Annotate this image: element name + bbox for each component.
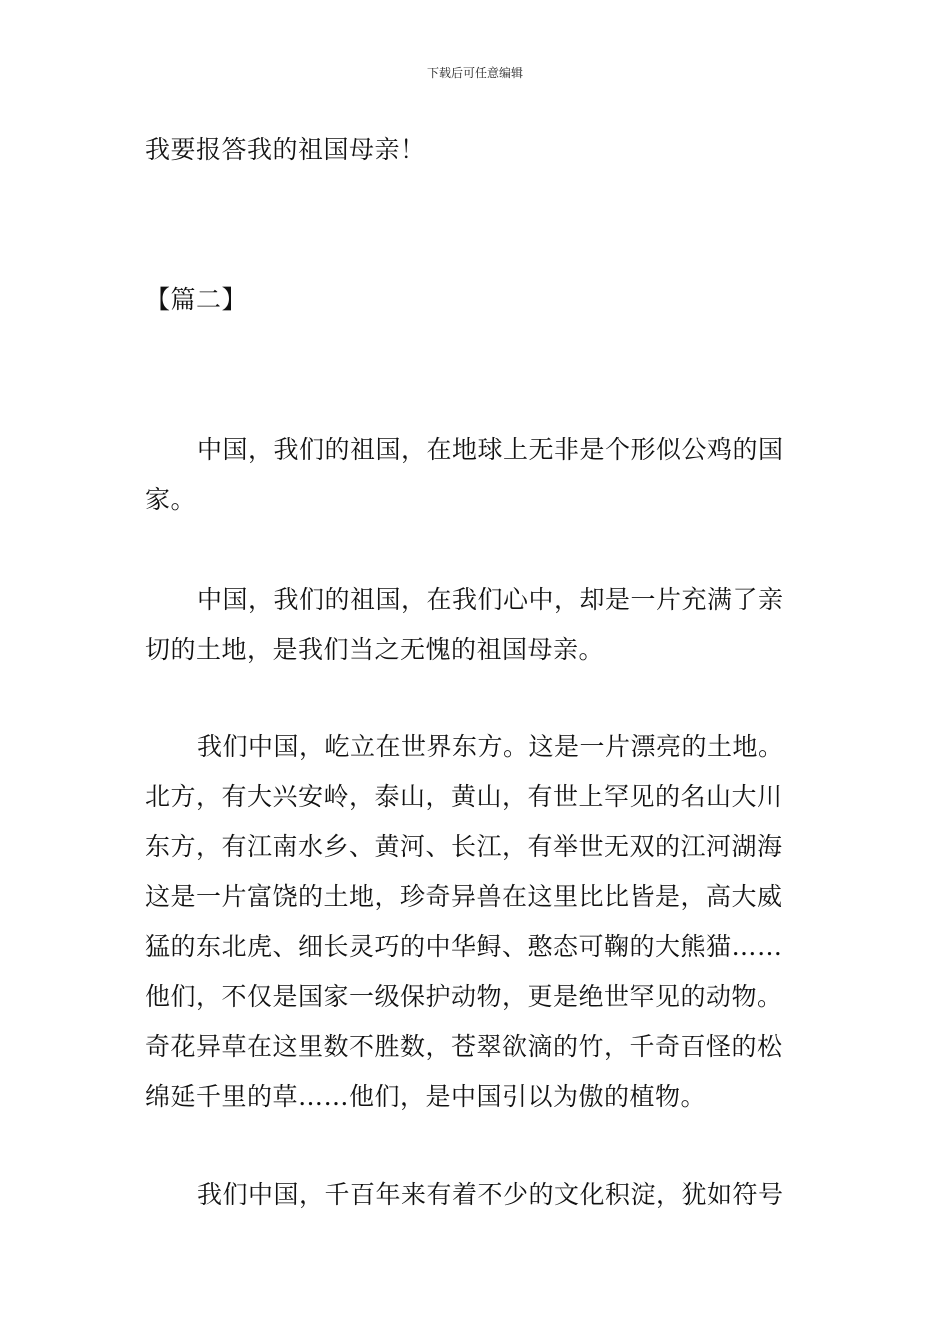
text-line: 东方，有江南水乡、黄河、长江，有举世无双的江河湖海 — [145, 832, 783, 861]
text-line: 他们，不仅是国家一级保护动物，更是绝世罕见的动物。 — [145, 982, 783, 1011]
text-line: 我要报答我的祖国母亲！ — [145, 135, 426, 164]
paragraph-2 — [145, 575, 810, 675]
text-line: 我们中国，屹立在世界东方。这是一片漂亮的土地。 — [197, 732, 784, 761]
text-line: 奇花异草在这里数不胜数，苍翠欲滴的竹，千奇百怪的松 — [145, 1032, 783, 1061]
text-line: 猛的东北虎、细长灵巧的中华鲟、憨态可鞠的大熊猫…… — [145, 932, 783, 961]
paragraph-3 — [145, 722, 810, 1122]
closing-line — [145, 125, 810, 175]
page-header: 下载后可任意编辑 — [426, 66, 523, 80]
text-line: 我们中国，千百年来有着不少的文化积淀，犹如符号 — [197, 1180, 784, 1209]
text-line: 这是一片富饶的土地，珍奇异兽在这里比比皆是，高大威 — [145, 882, 783, 911]
paragraph-1 — [145, 425, 810, 525]
text-line: 中国，我们的祖国，在地球上无非是个形似公鸡的国 — [197, 435, 784, 464]
text-line: 家。 — [145, 485, 197, 514]
text-line: 北方，有大兴安岭，泰山，黄山，有世上罕见的名山大川 — [145, 782, 783, 811]
text-line: 中国，我们的祖国，在我们心中，却是一片充满了亲 — [197, 585, 784, 614]
text-line: 绵延千里的草……他们，是中国引以为傲的植物。 — [145, 1082, 707, 1111]
section-title — [145, 275, 810, 325]
paragraph-4 — [145, 1170, 810, 1220]
text-line: 切的土地，是我们当之无愧的祖国母亲。 — [145, 635, 605, 664]
section-title-text: 【篇二】 — [145, 285, 248, 314]
